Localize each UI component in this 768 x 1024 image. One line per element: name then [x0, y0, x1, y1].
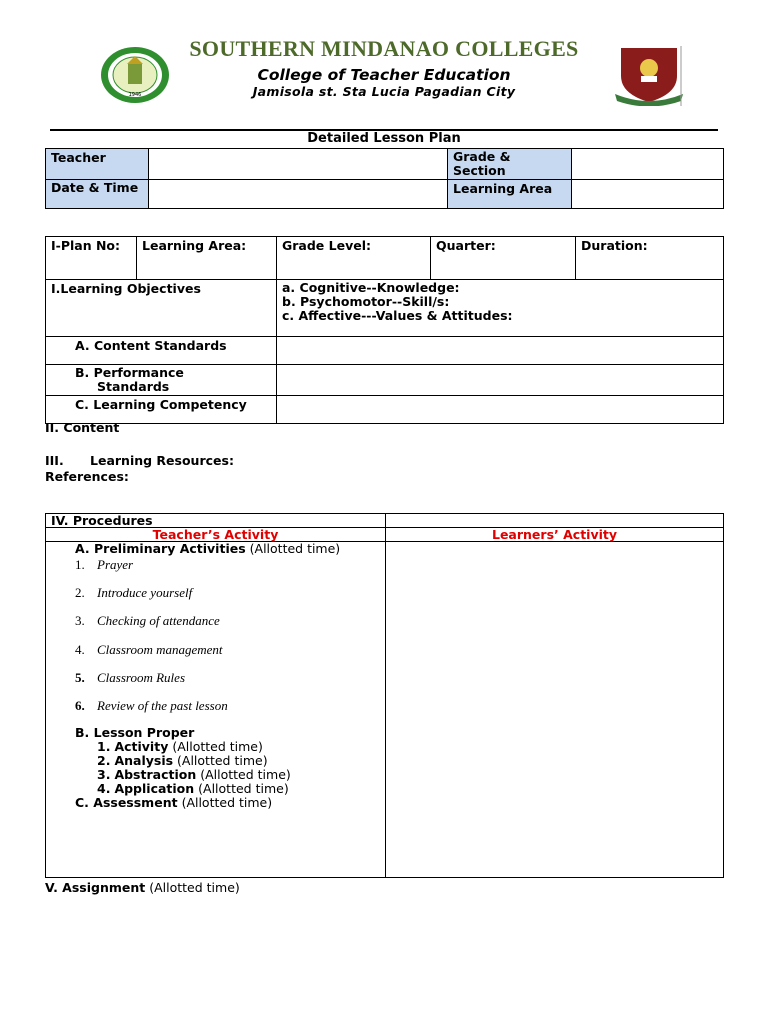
- lesson-proper-item: 4. Application (Allotted time): [97, 781, 289, 796]
- objective-psychomotor: b. Psychomotor--Skill/s:: [282, 294, 450, 309]
- learning-area-field[interactable]: [572, 180, 724, 209]
- assignment-heading: V. Assignment (Allotted time): [45, 880, 240, 895]
- svg-text:1946: 1946: [128, 92, 142, 98]
- prelim-item-number: 1.: [75, 557, 85, 572]
- assessment-item: C. Assessment (Allotted time): [75, 795, 273, 810]
- duration-label: Duration:: [576, 237, 724, 280]
- learner-activity-header: Learners’ Activity: [386, 528, 724, 542]
- procedures-heading-blank: [386, 514, 724, 528]
- objectives-label: I.Learning Objectives: [46, 280, 277, 337]
- content-heading: II. Content: [45, 420, 120, 435]
- prelim-item-text: Prayer: [97, 557, 134, 572]
- prelim-item-number: 4.: [75, 642, 85, 657]
- grade-level-label: Grade Level:: [277, 237, 431, 280]
- college-name: SOUTHERN MINDANAO COLLEGES: [189, 36, 579, 61]
- procedures-heading: IV. Procedures: [46, 514, 386, 528]
- learner-activity-cell[interactable]: [386, 542, 724, 878]
- prelim-item-number: 5.: [75, 670, 85, 685]
- teacher-activity-header: Teacher’s Activity: [46, 528, 386, 542]
- prelim-item-text: Classroom Rules: [97, 670, 185, 685]
- prelim-item-number: 6.: [75, 698, 85, 713]
- prelim-item-text: Review of the past lesson: [97, 698, 228, 713]
- plan-table: [45, 236, 724, 424]
- prelim-item-number: 2.: [75, 585, 85, 600]
- iplan-label: I-Plan No:: [46, 237, 137, 280]
- objectives-list: [277, 280, 724, 337]
- content-standards-label: A. Content Standards: [46, 337, 277, 365]
- prelim-item-text: Checking of attendance: [97, 613, 220, 628]
- lesson-proper-item: 1. Activity (Allotted time): [97, 739, 263, 754]
- document-title: Detailed Lesson Plan: [307, 131, 461, 146]
- prelim-item-number: 3.: [75, 613, 85, 628]
- lesson-proper-heading: B. Lesson Proper: [75, 725, 195, 740]
- college-unit: College of Teacher Education: [257, 66, 511, 84]
- learning-resources-heading: Learning Resources:: [90, 453, 234, 468]
- grade-section-field[interactable]: [572, 149, 724, 180]
- objective-affective: c. Affective---Values & Attitudes:: [282, 308, 513, 323]
- college-address: Jamisola st. Sta Lucia Pagadian City: [252, 84, 516, 99]
- grade-section-label: Grade & Section: [448, 149, 572, 180]
- teacher-label: Teacher: [46, 149, 149, 180]
- performance-standards-label: B. Performance Standards: [46, 365, 277, 396]
- prelim-item-text: Classroom management: [97, 642, 223, 657]
- preliminary-activities: A. Preliminary Activities (Allotted time): [75, 541, 341, 556]
- content-standards-field[interactable]: [277, 337, 724, 365]
- learning-resources-number: III.: [45, 453, 64, 468]
- lesson-proper-item: 2. Analysis (Allotted time): [97, 753, 268, 768]
- date-time-label: Date & Time: [46, 180, 149, 209]
- date-time-field[interactable]: [149, 180, 448, 209]
- plan-learning-area-label: Learning Area:: [137, 237, 277, 280]
- quarter-label: Quarter:: [431, 237, 576, 280]
- info-table: [45, 148, 724, 209]
- learning-competency-field[interactable]: [277, 396, 724, 424]
- learning-competency-label: C. Learning Competency: [46, 396, 277, 424]
- references-heading: References:: [45, 469, 129, 484]
- objective-cognitive: a. Cognitive--Knowledge:: [282, 280, 460, 295]
- procedures-table: [45, 513, 724, 878]
- lesson-proper-item: 3. Abstraction (Allotted time): [97, 767, 291, 782]
- learning-area-label: Learning Area: [448, 180, 572, 209]
- teacher-field[interactable]: [149, 149, 448, 180]
- prelim-item-text: Introduce yourself: [97, 585, 193, 600]
- performance-standards-field[interactable]: [277, 365, 724, 396]
